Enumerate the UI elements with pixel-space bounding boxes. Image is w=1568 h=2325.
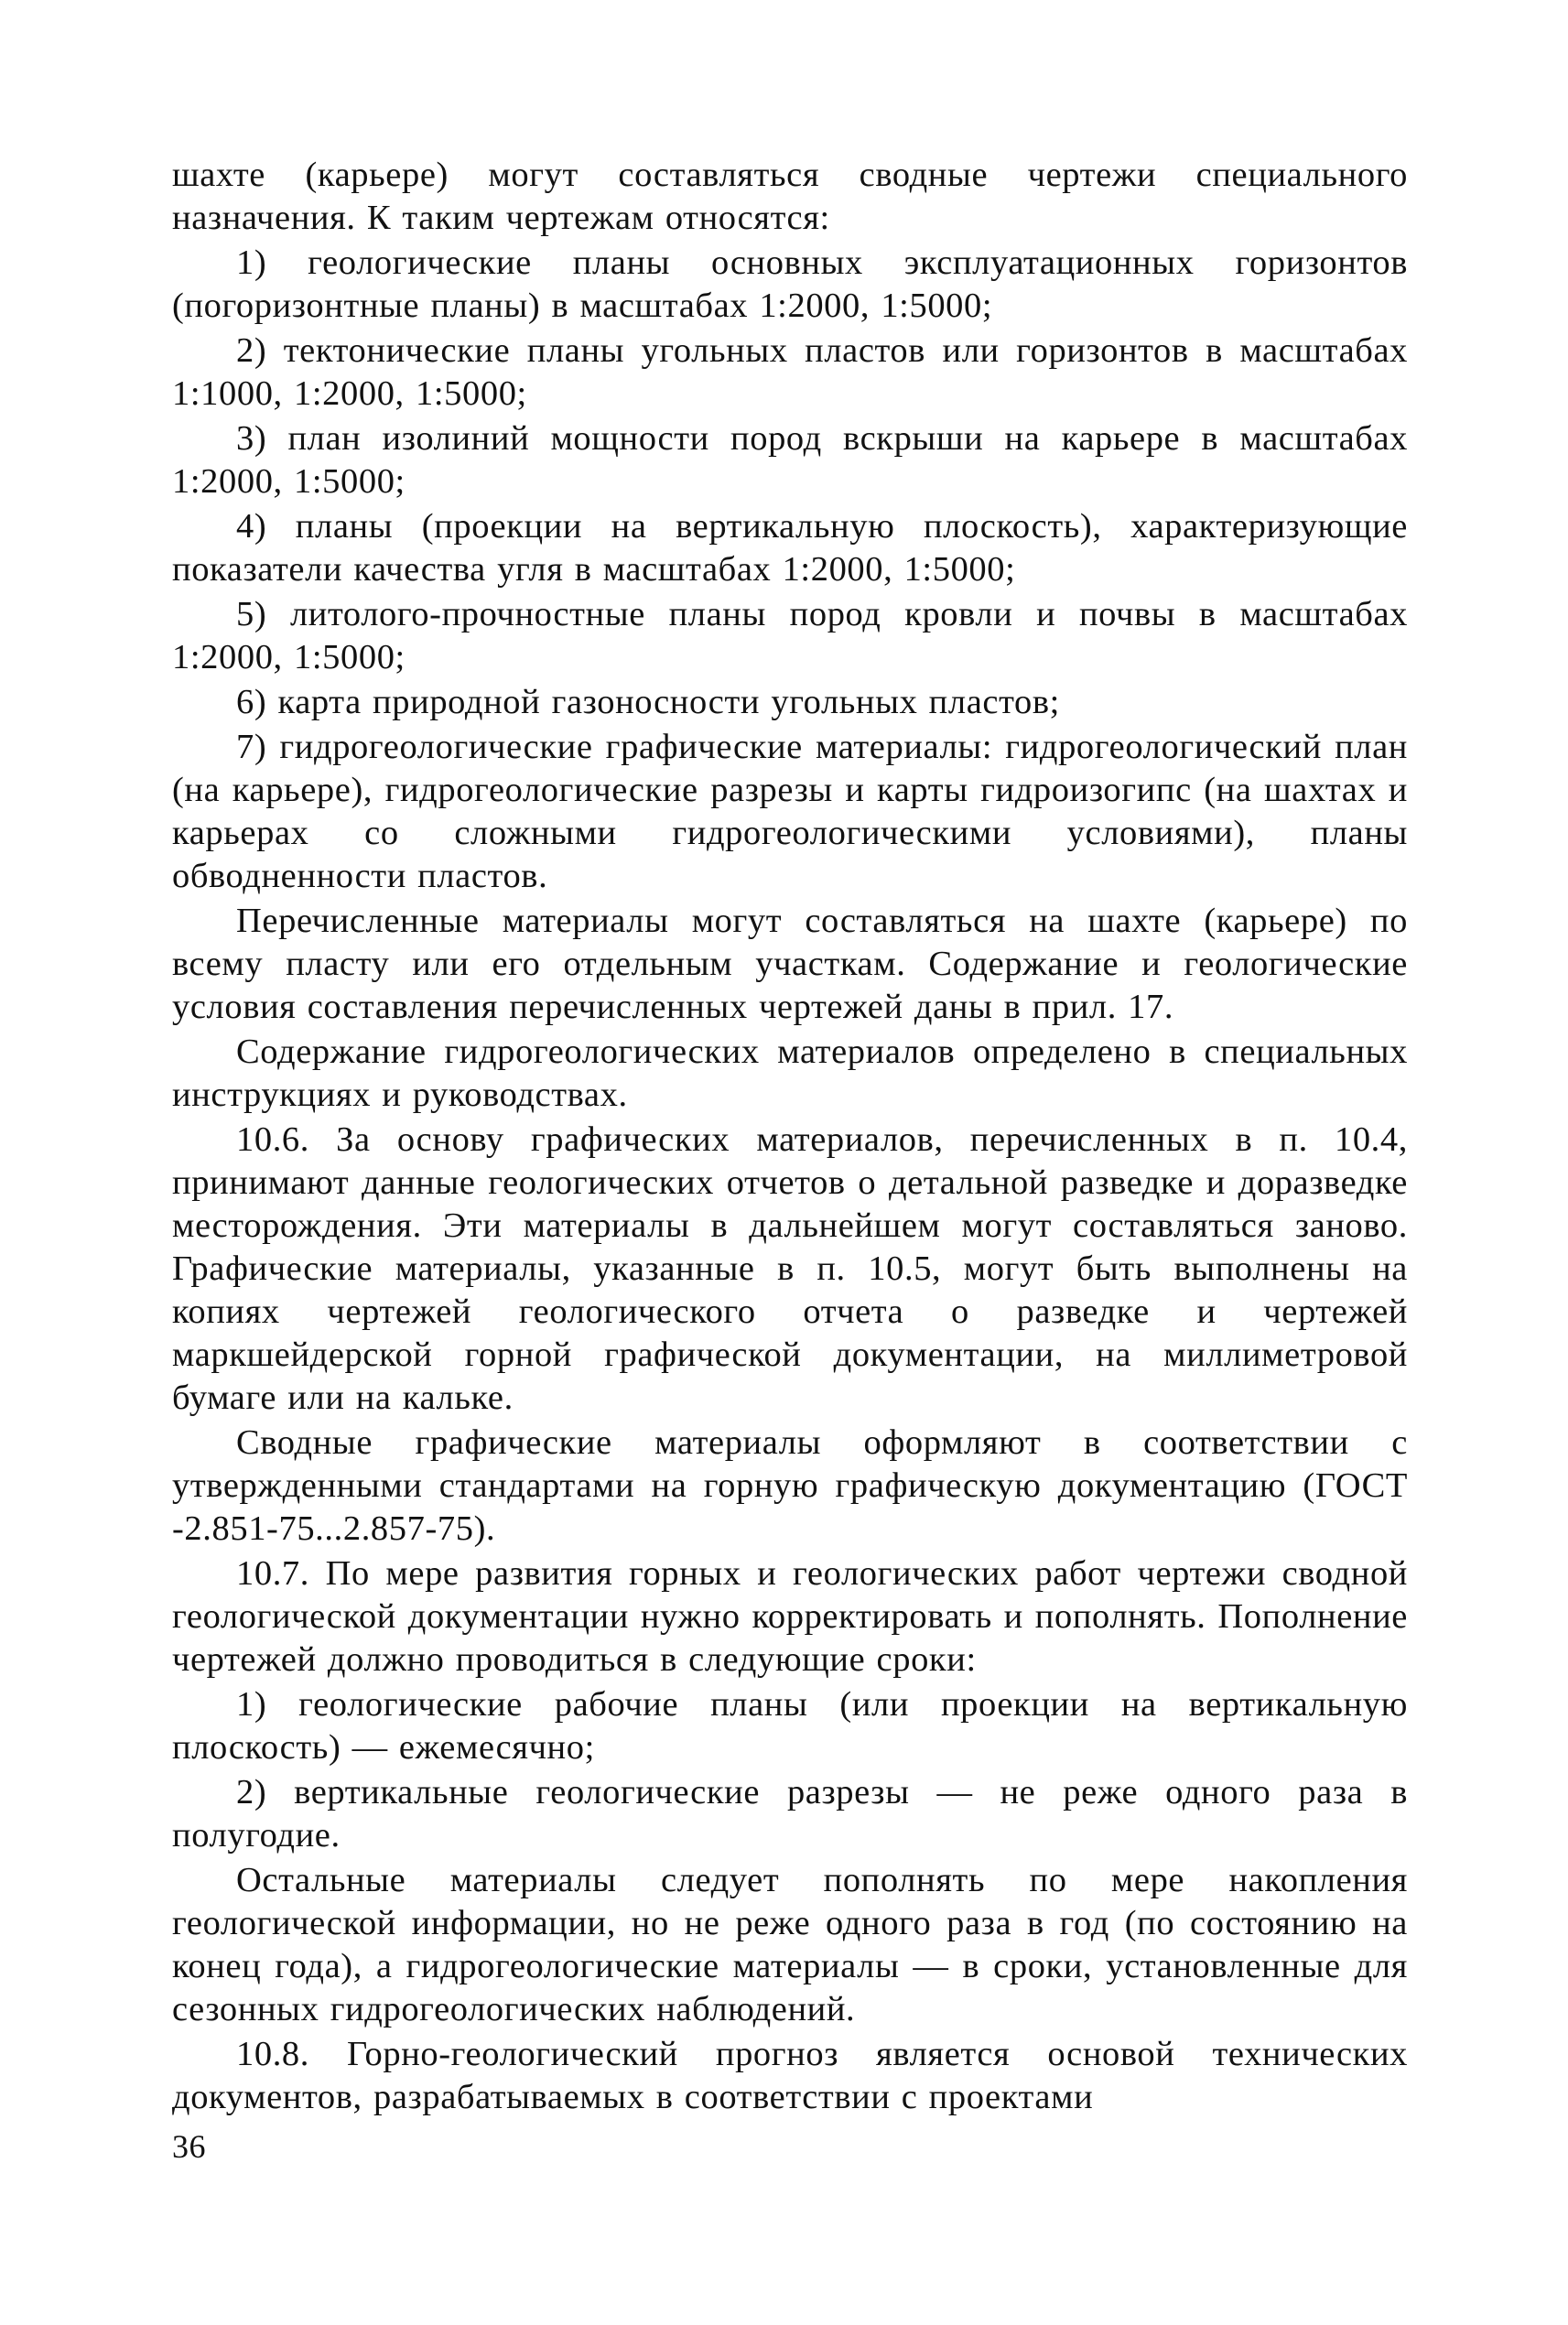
- list-item-4: 4) планы (проекции на вертикальную плоскость), характеризующие показатели качества угля в масштабах 1:2000, 1:5000;: [172, 507, 1408, 589]
- paragraph-hydro-content: Содержание гидрогеологических материалов определено в специальных инструкциях и руководствах.: [172, 1033, 1408, 1114]
- list-item-3: 3) план изолиний мощности пород вскрыши на карьере в масштабах 1:2000, 1:5000;: [172, 419, 1408, 501]
- list-item-1: 1) геологические планы основных эксплуатационных горизонтов (погоризонтные планы) в масштабах 1:2000, 1:5000;: [172, 243, 1408, 325]
- paragraph-listed-materials: Перечисленные материалы могут составляться на шахте (карьере) по всему пласту или его отдельным участкам. Содержание и геологические условия составления перечисленных чертежей даны в прил. 17.: [172, 902, 1408, 1026]
- list-item-2: 2) тектонические планы угольных пластов или горизонтов в масштабах 1:1000, 1:2000, 1:5000;: [172, 331, 1408, 413]
- list-item-6: 6) карта природной газоносности угольных пластов;: [236, 683, 1060, 721]
- paragraph-standards: Сводные графические материалы оформляют в соответствии с утвержденными стандартами на горную графическую документацию (ГОСТ -2.851-75...2.857-75).: [172, 1423, 1408, 1548]
- body-text: [172, 154, 1408, 2121]
- schedule-item-1: 1) геологические рабочие планы (или проекции на вертикальную плоскость) — ежемесячно;: [172, 1685, 1408, 1767]
- paragraph-other-materials: Остальные материалы следует пополнять по мере накопления геологической информации, но не реже одного раза в год (по состоянию на конец года), а гидрогеологические материалы — в сроки, установленные для сезонных гидрогеологических наблюдений.: [172, 1861, 1408, 2028]
- list-item-5: 5) литолого-прочностные планы пород кровли и почвы в масштабах 1:2000, 1:5000;: [172, 595, 1408, 676]
- section-10-8: 10.8. Горно-геологический прогноз является основой технических документов, разрабатываемых в соответствии с проектами: [172, 2035, 1408, 2116]
- section-10-6: 10.6. За основу графических материалов, перечисленных в п. 10.4, принимают данные геологических отчетов о детальной разведке и доразведке месторождения. Эти материалы в дальнейшем могут составляться заново. Графические материалы, указанные в п. 10.5, могут быть выполнены на копиях чертежей геологического отчета о разведке и чертежей маркшейдерской горной графической документации, на миллиметровой бумаге или на кальке.: [172, 1120, 1408, 1417]
- section-10-7: 10.7. По мере развития горных и геологических работ чертежи сводной геологической документации нужно корректировать и пополнять. Пополнение чертежей должно проводиться в следующие сроки:: [172, 1554, 1408, 1679]
- schedule-item-2: 2) вертикальные геологические разрезы — не реже одного раза в полугодие.: [172, 1773, 1408, 1855]
- list-item-7: 7) гидрогеологические графические материалы: гидрогеологический план (на карьере), гидрогеологические разрезы и карты гидроизогипс (на шахтах и карьерах со сложными гидрогеологическими условиями), планы обводненности пластов.: [172, 728, 1408, 895]
- page-number: 36: [172, 2128, 206, 2165]
- paragraph-intro: шахте (карьере) могут составляться сводные чертежи специального назначения. К таким чертежам относятся:: [172, 156, 1408, 237]
